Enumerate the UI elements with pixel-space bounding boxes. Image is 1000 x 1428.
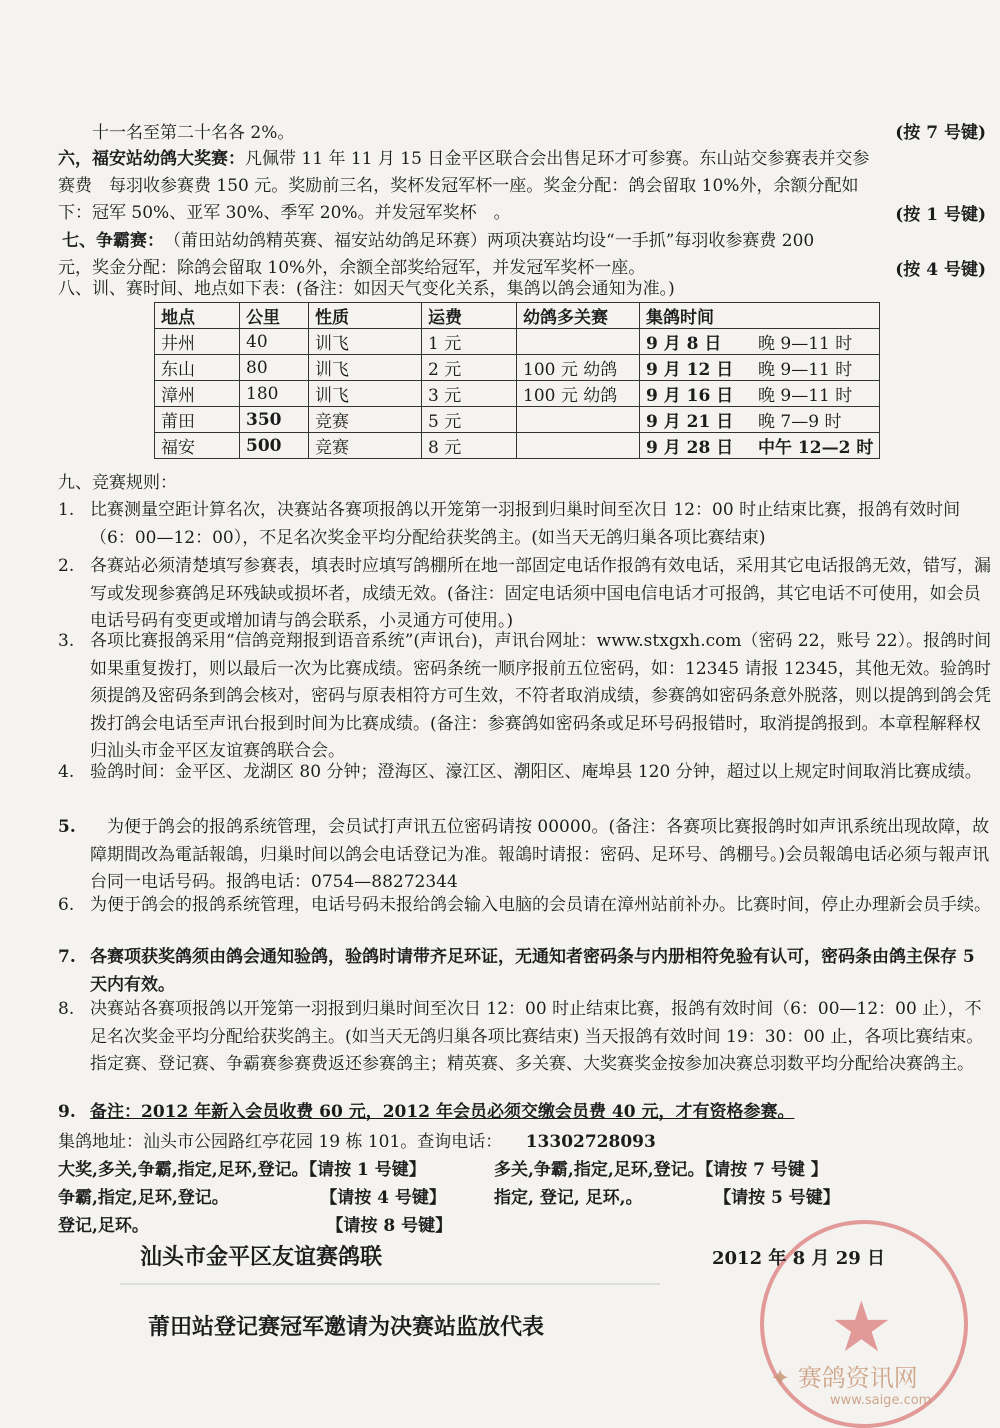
- item7-line1: [62, 228, 992, 255]
- watermark-name: 赛鸽资讯网: [797, 1364, 918, 1392]
- item9-heading: 九、竞赛规则：: [58, 473, 177, 493]
- table-row: [155, 381, 880, 407]
- rule-number: 7.: [58, 947, 76, 967]
- table-cell: 晚 7—9 时: [752, 407, 880, 433]
- table-header: 性质: [309, 303, 422, 329]
- table-cell: 莆田: [155, 407, 240, 433]
- table-header: 集鸽时间: [640, 303, 753, 329]
- key-option-key: 【请按 7 号键 】: [704, 1160, 828, 1180]
- table-cell: 训飞: [309, 381, 422, 407]
- table-cell: 350: [240, 407, 309, 433]
- item6-text1: 凡佩带 11 年 11 月 15 日金平区联合会出售足环才可参赛。东山站交参赛表并交参: [245, 149, 870, 169]
- document-date: 2012 年 8 月 29 日: [712, 1248, 886, 1269]
- rule-item: [58, 1099, 992, 1127]
- table-cell: 福安: [155, 433, 240, 459]
- key-option-items: 争霸,指定,足环,登记。: [58, 1188, 229, 1208]
- key-hint-4: (按 4 号键): [895, 260, 986, 280]
- table-cell: 晚 9—11 时: [752, 381, 880, 407]
- table-header: 地点: [155, 303, 240, 329]
- table-cell: 9 月 21 日: [640, 407, 753, 433]
- key-option-key: 【请按 4 号键】: [328, 1188, 446, 1208]
- table-row: [155, 407, 880, 433]
- item8-heading: 八、训、赛时间、地点如下表：(备注：如因天气变化关系，集鸽以鸽会通知为准。): [58, 279, 675, 299]
- table-cell: [517, 407, 640, 433]
- rule-number: 6.: [58, 895, 75, 915]
- key-option: [58, 1183, 446, 1208]
- key-option: [58, 1155, 426, 1180]
- table-cell: 100 元 幼鸽: [517, 355, 640, 381]
- rule-item: [58, 497, 992, 552]
- table-header: 公里: [240, 303, 309, 329]
- key-option: [494, 1183, 840, 1208]
- key-option-key: 【请按 8 号键】: [334, 1216, 453, 1236]
- table-cell: 5 元: [422, 407, 517, 433]
- key-option: [494, 1155, 828, 1180]
- organization-name: 汕头市金平区友谊赛鸽联: [140, 1244, 383, 1270]
- key-option-items: 指定, 登记, 足环,。: [494, 1188, 643, 1208]
- table-cell: 80: [240, 355, 309, 381]
- star-icon: ★: [830, 1286, 893, 1368]
- rule-item: [58, 814, 992, 897]
- table-cell: [517, 433, 640, 459]
- table-cell: 1 元: [422, 329, 517, 355]
- table-cell: 500: [240, 433, 309, 459]
- key-option-items: 大奖,多关,争霸,指定,足环,登记。: [58, 1160, 309, 1180]
- rule-number: 8.: [58, 999, 75, 1019]
- rule-number: 3.: [58, 631, 75, 651]
- item6-line3: 下：冠军 50%、亚军 30%、季军 20%。并发冠军奖杯 。: [58, 203, 511, 223]
- table-cell: 东山: [155, 355, 240, 381]
- rule-number: 9.: [58, 1102, 76, 1122]
- key-option-items: 登记,足环。: [58, 1216, 149, 1236]
- table-cell: 40: [240, 329, 309, 355]
- table-cell: 井州: [155, 329, 240, 355]
- rule-text: 各赛项获奖鸽须由鸽会通知验鸽，验鸽时请带齐足环证，无通知者密码条与内册相符免验有认可，密码条由鸽主保存 5 天内有效。: [90, 947, 975, 995]
- table-cell: 漳州: [155, 381, 240, 407]
- table-cell: 180: [240, 381, 309, 407]
- table-cell: 晚 9—11 时: [752, 329, 880, 355]
- item7-label: 七、争霸赛：: [62, 231, 156, 251]
- rule-item: [58, 944, 992, 999]
- item7-line2: 元，奖金分配：除鸽会留取 10%外，余额全部奖给冠军，并发冠军奖杯一座。: [58, 258, 646, 278]
- table-cell: [752, 303, 880, 329]
- rule-item: [58, 996, 992, 1079]
- collection-address: [58, 1127, 656, 1152]
- rule-number: 4.: [58, 762, 75, 782]
- table-cell: 训飞: [309, 355, 422, 381]
- table-cell: 9 月 28 日: [640, 433, 753, 459]
- table-cell: 2 元: [422, 355, 517, 381]
- rule-text: 各项比赛报鸽采用“信鸽竞翔报到语音系统”(声讯台)，声讯台网址：www.stxgxh.com（密码 22，账号 22）。报鸽时间如果重复拨打，则以最后一次为比赛成绩。密码条统一顺序报前五位密码，如：12345 请报 12345，其他无效。验鸽时须提鸽及密码条到鸽会核对，密码与原表相符方可生效，不符者取消成绩，参赛鸽如密码条意外脱落，则以提鸽到鸽会凭拨打鸽会电话至声讯台报到时间为比赛成绩。(备注：参赛鸽如密码条或足环号码报错时，取消提鸽报到。本章程解释权归汕头市金平区友谊赛鸽联合会。: [90, 631, 992, 762]
- table-row: [155, 329, 880, 355]
- key-option: [58, 1211, 452, 1236]
- watermark-logo-icon: ✦: [770, 1364, 791, 1392]
- table-cell: 9 月 12 日: [640, 355, 753, 381]
- key-option-items: 多关,争霸,指定,足环,登记。: [494, 1160, 705, 1180]
- table-header: 幼鸽多关赛: [517, 303, 640, 329]
- watermark-url: www.saige.com: [830, 1393, 932, 1408]
- invitation-note: 莆田站登记赛冠军邀请为决赛站监放代表: [148, 1314, 545, 1340]
- rule-text: 验鸽时间：金平区、龙湖区 80 分钟；澄海区、濠江区、潮阳区、庵埠县 120 分钟，超过以上规定时间取消比赛成绩。: [90, 762, 982, 782]
- table-cell: 中午 12—2 时: [752, 433, 880, 459]
- rule-number: 1.: [58, 500, 75, 520]
- item6-label: 六，福安站幼鸽大奖赛：: [58, 149, 245, 169]
- rule-number: 2.: [58, 556, 75, 576]
- key-option-key: 【请按 1 号键】: [308, 1160, 426, 1180]
- prize-tail-text: 十一名至第二十名各 2%。: [92, 123, 295, 143]
- table-cell: 8 元: [422, 433, 517, 459]
- key-option-key: 【请按 5 号键】: [722, 1188, 840, 1208]
- rule-text: 为便于鸽会的报鸽系统管理，会员试打声讯五位密码请按 00000。(备注：各赛项比赛报鸽时如声讯系统出现故障，故障期間改為電話報鴿，归巢时间以鸽会电话登记为准。報鴿时请报：密码、足环号、鸽棚号。)会员報鴿电话必须与報声讯台同一电话号码。报鸽电话：0754—88272344: [90, 817, 990, 893]
- rule-text: 备注：2012 年新入会员收费 60 元，2012 年会员必须交缴会员费 40 元，才有资格参赛。: [90, 1102, 795, 1122]
- rule-text: 各赛站必须清楚填写参赛表，填表时应填写鸽棚所在地一部固定电话作报鸽有效电话，采用其它电话报鸽无效，错写，漏写或发现参赛鸽足环残缺或损坏者，成绩无效。(备注：固定电话须中国电信电话才可报鸽，其它电话不可使用，如会员电话号码有变更或增加请与鸽会联系，小灵通方可使用。): [90, 556, 991, 632]
- table-cell: [517, 329, 640, 355]
- item7-text1: （莆田站幼鸽精英赛、福安站幼鸽足环赛）两项决赛站均设“一手抓”每羽收参赛费 200: [155, 231, 815, 251]
- rule-text: 决赛站各赛项报鸽以开笼第一羽报到归巢时间至次日 12：00 时止结束比赛，报鸽有效时间（6：00—12：00 止），不足名次奖金平均分配给获奖鸽主。(如当天无鸽归巢各项比赛结束) 当天报鸽有效时间 19：30：00 止，各项比赛结束。指定赛、登记赛、争霸赛参赛费返还参赛鸽主；精英赛、多关赛、大奖赛奖金按参加决赛总羽数平均分配给决赛鸽主。: [90, 999, 984, 1075]
- rule-item: [58, 892, 992, 920]
- table-cell: 3 元: [422, 381, 517, 407]
- rule-text: 比赛测量空距计算名次，决赛站各赛项报鸽以开笼第一羽报到归巢时间至次日 12：00 时止结束比赛，报鸽有效时间（6：00—12：00），不足名次奖金平均分配给获奖鸽主。(如当天无鸽归巢各项比赛结束): [90, 500, 961, 548]
- divider: [120, 1283, 660, 1285]
- rule-text: 为便于鸽会的报鸽系统管理，电话号码未报给鸽会输入电脑的会员请在漳州站前补办。比赛时间，停止办理新会员手续。: [90, 895, 991, 915]
- table-cell: 100 元 幼鸽: [517, 381, 640, 407]
- site-watermark: [770, 1358, 931, 1408]
- table-header-row: [155, 303, 880, 329]
- table-row: [155, 355, 880, 381]
- key-hint-1: (按 1 号键): [895, 205, 986, 225]
- key-hint-7: (按 7 号键): [895, 123, 986, 143]
- table-header: 运费: [422, 303, 517, 329]
- table-cell: 晚 9—11 时: [752, 355, 880, 381]
- schedule-table: [154, 302, 880, 459]
- rule-item: [58, 628, 992, 766]
- rule-item: [58, 759, 992, 787]
- table-cell: 竞赛: [309, 433, 422, 459]
- address-text: 集鸽地址：汕头市公园路红亭花园 19 栋 101。查询电话：: [58, 1132, 503, 1152]
- table-cell: 训飞: [309, 329, 422, 355]
- table-cell: 9 月 16 日: [640, 381, 753, 407]
- inquiry-phone: 13302728093: [525, 1132, 656, 1152]
- item6-line2: 赛费 每羽收参赛费 150 元。奖励前三名，奖杯发冠军杯一座。奖金分配：鸽会留取 10%外，余额分配如: [58, 176, 859, 196]
- table-cell: 竞赛: [309, 407, 422, 433]
- table-row: [155, 433, 880, 459]
- rule-item: [58, 553, 992, 636]
- rule-number: 5.: [58, 817, 76, 837]
- table-cell: 9 月 8 日: [640, 329, 753, 355]
- item6-line1: [58, 146, 988, 173]
